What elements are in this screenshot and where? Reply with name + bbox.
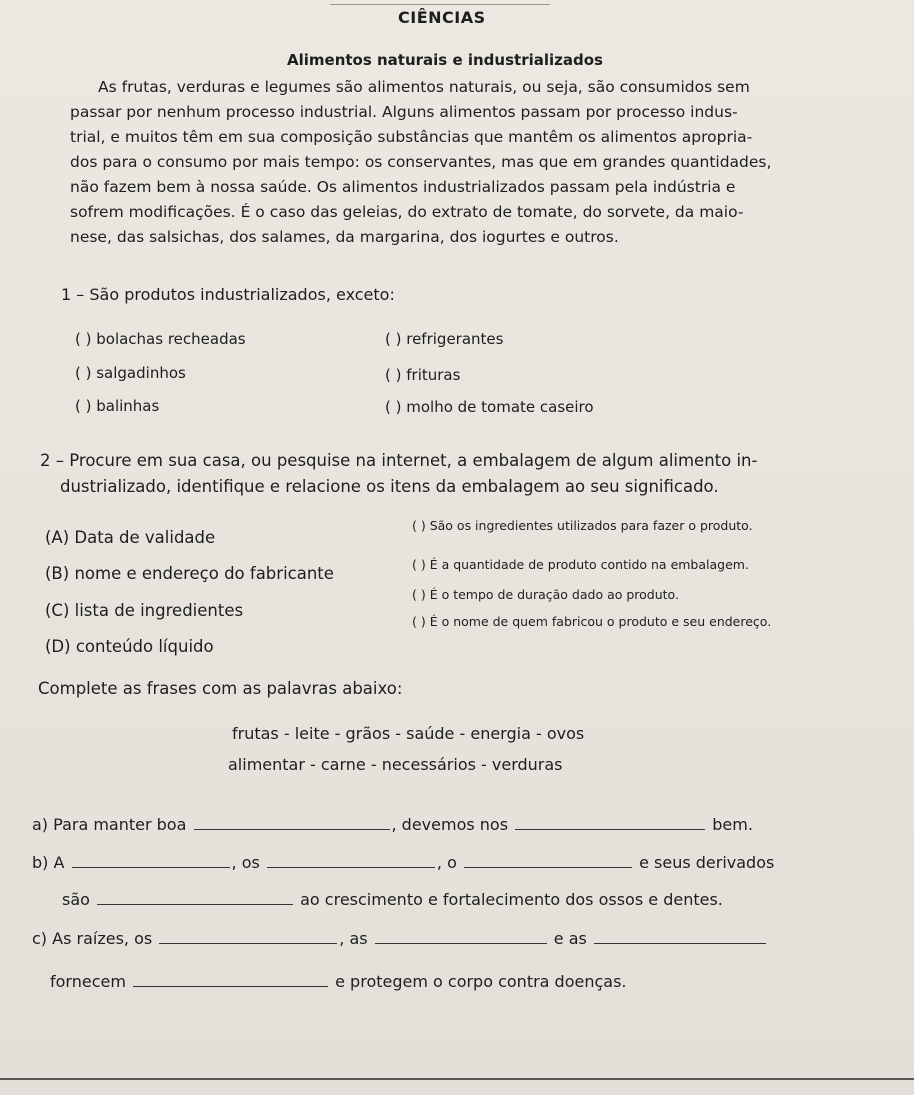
sentence-b2-end: ao crescimento e fortalecimento dos ossos e dentes. [300, 890, 723, 909]
paragraph-line: dos para o consumo por mais tempo: os conservantes, mas que em grandes quantidades, [70, 153, 772, 171]
paragraph-line: sofrem modificações. É o caso das geleias, do extrato de tomate, do sorvete, da maio- [70, 203, 744, 221]
word-bank-line-2: alimentar - carne - necessários - verduras [228, 755, 563, 774]
blank-a2[interactable] [515, 815, 705, 830]
section-title: Alimentos naturais e industrializados [287, 51, 603, 69]
q2-item-a: (A) Data de validade [45, 528, 216, 547]
q2-item-d: (D) conteúdo líquido [45, 637, 214, 656]
q2-meaning-quantity[interactable]: ( ) É a quantidade de produto contido na embalagem. [412, 557, 749, 572]
sentence-c-mid-1: , as [339, 929, 368, 948]
q2-meaning-validity[interactable]: ( ) É o tempo de duração dado ao produto. [412, 587, 679, 602]
sentence-a [32, 815, 753, 834]
paragraph-line: não fazem bem à nossa saúde. Os alimentos industrializados passam pela indústria e [70, 178, 736, 196]
q1-option-bolachas[interactable]: ( ) bolachas recheadas [75, 330, 246, 348]
sentence-b-start: b) A [32, 853, 65, 872]
intro-paragraph [70, 75, 830, 250]
sentence-c2-start: fornecem [50, 972, 126, 991]
sentence-a-end: bem. [712, 815, 753, 834]
blank-b2[interactable] [267, 853, 435, 868]
q2-prompt-line: 2 – Procure em sua casa, ou pesquise na internet, a embalagem de algum alimento in- [40, 451, 758, 470]
sentence-c2-end: e protegem o corpo contra doenças. [335, 972, 627, 991]
blank-c1[interactable] [159, 929, 337, 944]
sentence-c [32, 929, 768, 948]
blank-a1[interactable] [194, 815, 390, 830]
sentence-b-continued [62, 890, 723, 909]
sentence-b-end: e seus derivados [639, 853, 775, 872]
sentence-b [32, 853, 774, 872]
q2-meaning-ingredients[interactable]: ( ) São os ingredientes utilizados para fazer o produto. [412, 518, 753, 533]
sentence-c-continued [50, 972, 627, 991]
blank-b1[interactable] [72, 853, 230, 868]
q1-option-salgadinhos[interactable]: ( ) salgadinhos [75, 364, 186, 382]
paragraph-line: trial, e muitos têm em sua composição substâncias que mantêm os alimentos apropria- [70, 128, 753, 146]
q1-option-molho-caseiro[interactable]: ( ) molho de tomate caseiro [385, 398, 594, 416]
q1-option-balinhas[interactable]: ( ) balinhas [75, 397, 160, 415]
q2-prompt-line: dustrializado, identifique e relacione os itens da embalagem ao seu significado. [60, 477, 719, 496]
sentence-a-start: a) Para manter boa [32, 815, 187, 834]
bottom-rule [0, 1078, 914, 1080]
paragraph-line: nese, das salsichas, dos salames, da margarina, dos iogurtes e outros. [70, 228, 619, 246]
q2-meaning-manufacturer[interactable]: ( ) É o nome de quem fabricou o produto e seu endereço. [412, 614, 772, 629]
paragraph-line: passar por nenhum processo industrial. Alguns alimentos passam por processo indus- [70, 103, 738, 121]
sentence-b2-start: são [62, 890, 90, 909]
sentence-c-start: c) As raízes, os [32, 929, 153, 948]
subject-header: CIÊNCIAS [398, 8, 486, 27]
q2-item-c: (C) lista de ingredientes [45, 601, 244, 620]
top-rule [330, 4, 550, 5]
sentence-b-mid-1: , os [231, 853, 260, 872]
q2-item-b: (B) nome e endereço do fabricante [45, 564, 334, 583]
blank-c3[interactable] [594, 929, 766, 944]
sentence-b-mid-2: , o [436, 853, 457, 872]
blank-c4[interactable] [133, 972, 328, 987]
sentence-c-mid-2: e as [553, 929, 587, 948]
q1-option-frituras[interactable]: ( ) frituras [385, 366, 461, 384]
word-bank-line-1: frutas - leite - grãos - saúde - energia - ovos [232, 724, 585, 743]
blank-c2[interactable] [375, 929, 547, 944]
blank-b3[interactable] [464, 853, 632, 868]
question-1-prompt: 1 – São produtos industrializados, exceto: [61, 285, 395, 304]
blank-b4[interactable] [97, 890, 293, 905]
q1-option-refrigerantes[interactable]: ( ) refrigerantes [385, 330, 504, 348]
paragraph-line: As frutas, verduras e legumes são alimentos naturais, ou seja, são consumidos sem [98, 78, 750, 96]
complete-prompt: Complete as frases com as palavras abaixo: [38, 679, 403, 698]
question-2-prompt [40, 448, 860, 500]
sentence-a-mid: , devemos nos [391, 815, 509, 834]
